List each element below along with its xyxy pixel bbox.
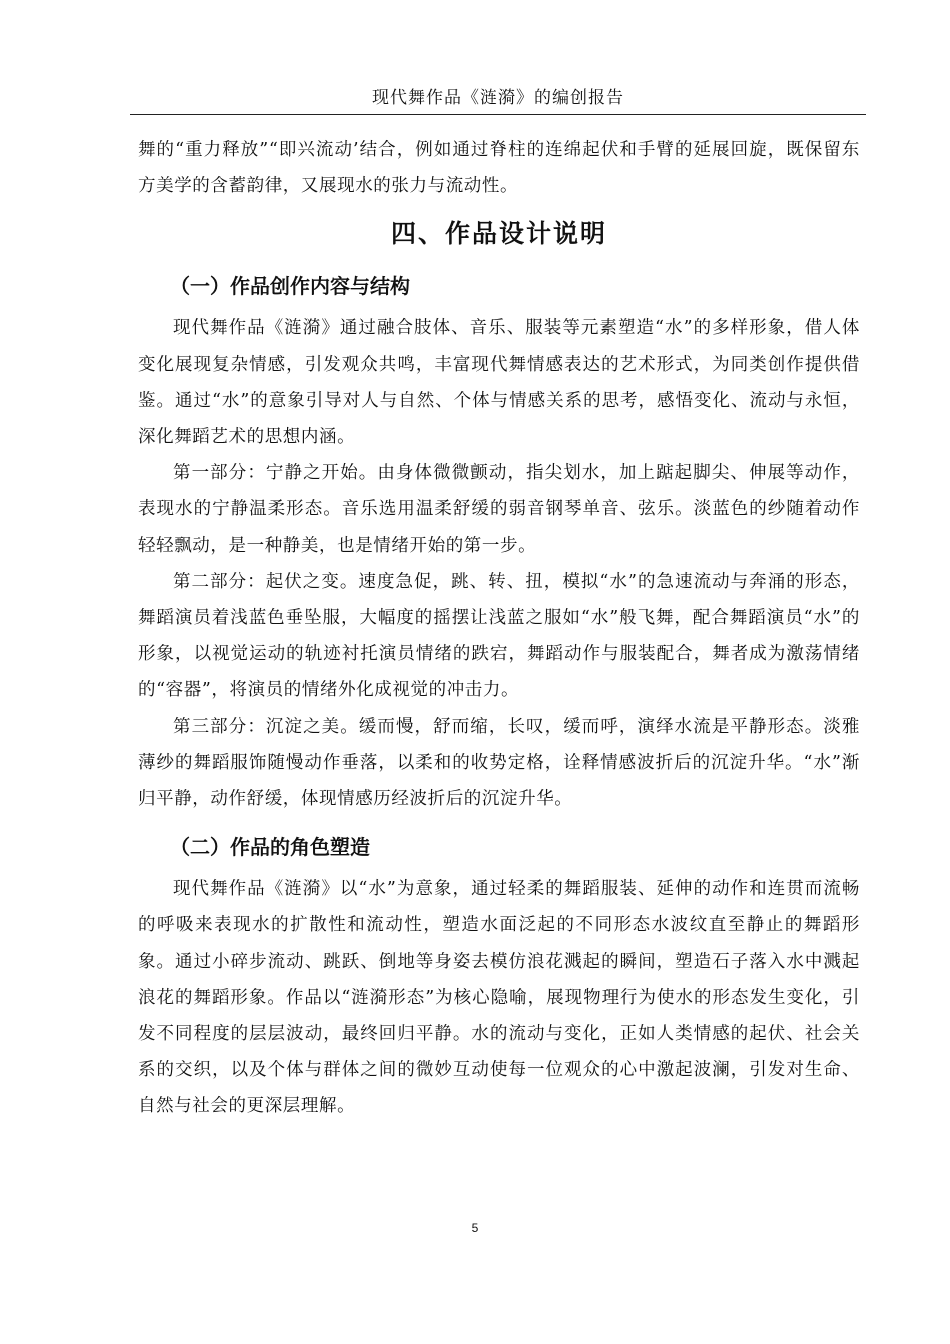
header-divider (130, 114, 866, 115)
subsection-heading-2: （二）作品的角色塑造 (170, 835, 370, 860)
paragraph-role-shaping: 现代舞作品《涟漪》以“水”为意象，通过轻柔的舞蹈服装、延伸的动作和连贯而流畅的呼吸来表现水的扩散性和流动性，塑造水面泛起的不同形态水波纹直至静止的舞蹈形象。通过小碎步流动、跳跃、倒地等身姿去模仿浪花溅起的瞬间，塑造石子落入水中溅起浪花的舞蹈形象。作品以“涟漪形态”为核心隐喻，展现物理行为使水的形态发生变化，引发不同程度的层层波动，最终回归平静。水的流动与变化，正如人类情感的起伏、社会关系的交织，以及个体与群体之间的微妙互动使每一位观众的心中激起波澜，引发对生命、自然与社会的更深层理解。 (138, 879, 860, 1117)
paragraph-part-one: 第一部分：宁静之开始。由身体微微颤动，指尖划水，加上踮起脚尖、伸展等动作，表现水的宁静温柔形态。音乐选用温柔舒缓的弱音钢琴单音、弦乐。淡蓝色的纱随着动作轻轻飘动，是一种静美，也是情绪开始的第一步。 (138, 463, 860, 556)
paragraph-part-two: 第二部分：起伏之变。速度急促，跳、转、扭，模拟“水”的急速流动与奔涌的形态，舞蹈演员着浅蓝色垂坠服，大幅度的摇摆让浅蓝之服如“水”般飞舞，配合舞蹈演员“水”的形象，以视觉运动的轨迹衬托演员情绪的跌宕，舞蹈动作与服装配合，舞者成为激荡情绪的“容器”，将演员的情绪外化成视觉的冲击力。 (138, 571, 860, 701)
continued-paragraph: 舞的“重力释放”“即兴流动’结合，例如通过脊柱的连绵起伏和手臂的延展回旋，既保留东方美学的含蓄韵律，又展现水的张力与流动性。 (138, 140, 860, 197)
subsection-heading-1: （一）作品创作内容与结构 (170, 274, 410, 299)
running-header-title: 现代舞作品《涟漪》的编创报告 (372, 88, 624, 108)
paragraph: 现代舞作品《涟漪》通过融合肢体、音乐、服装等元素塑造“水”的多样形象，借人体变化展现复杂情感，引发观众共鸣，丰富现代舞情感表达的艺术形式，为同类创作提供借鉴。通过“水”的意象引导对人与自然、个体与情感关系的思考，感悟变化、流动与永恒，深化舞蹈艺术的思想内涵。 (138, 318, 860, 448)
section-heading: 四、作品设计说明 (390, 219, 607, 249)
paragraph-part-three: 第三部分：沉淀之美。缓而慢，舒而缩，长叹，缓而呼，演绎水流是平静形态。淡雅薄纱的舞蹈服饰随慢动作垂落，以柔和的收势定格，诠释情感波折后的沉淀升华。“水”渐归平静，动作舒缓，体现情感历经波折后的沉淀升华。 (138, 716, 860, 810)
page-body (138, 132, 860, 1125)
page-number: 5 (471, 1221, 479, 1235)
